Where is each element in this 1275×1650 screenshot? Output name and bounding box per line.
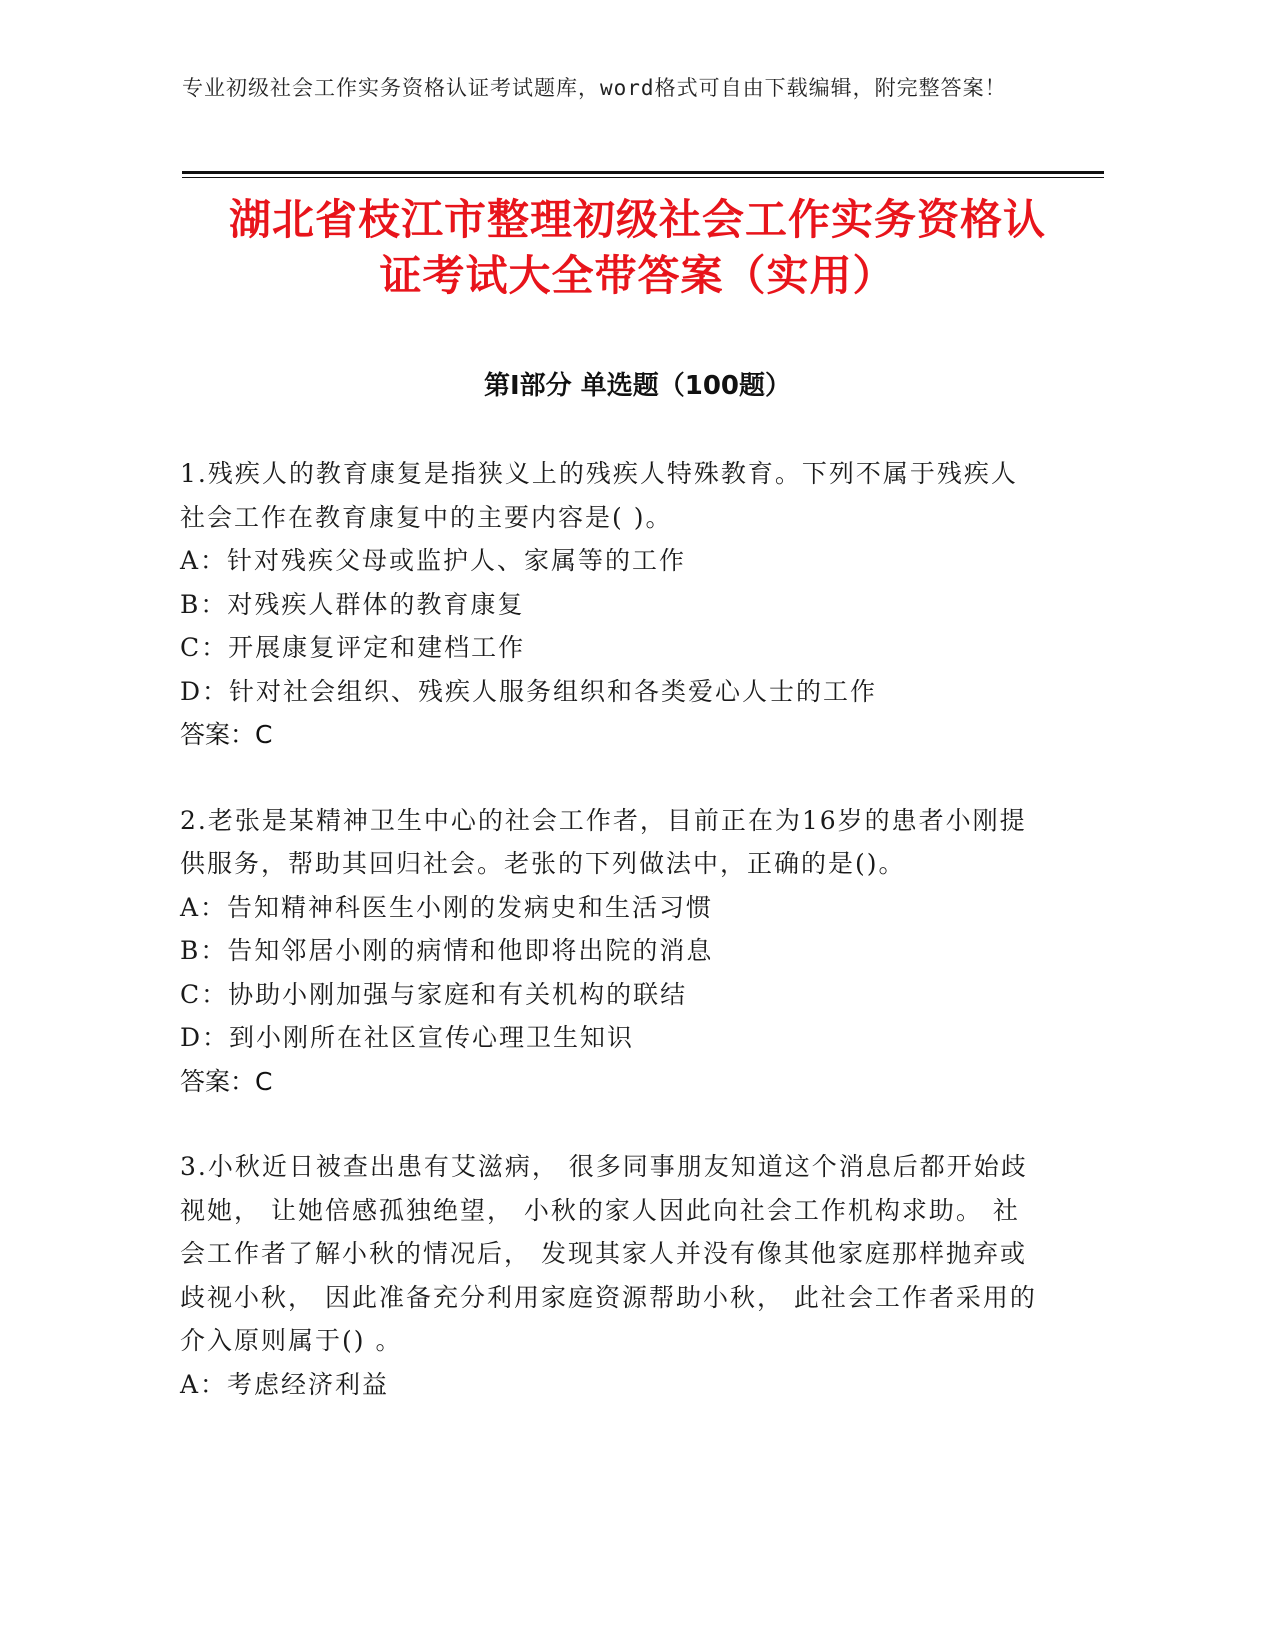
question-2 [180,799,1040,1104]
question-stem: 3.小秋近日被查出患有艾滋病， 很多同事朋友知道这个消息后都开始歧视她， 让她倍感孤独绝望， 小秋的家人因此向社会工作机构求助。 社会工作者了解小秋的情况后， 发现其家人并没有像其他家庭那样抛弃或歧视小秋， 因此准备充分利用家庭资源帮助小秋， 此社会工作者采用的介入原则属于() 。 [180,1152,1037,1355]
document-title [150,192,1125,304]
question-3 [180,1145,1040,1406]
document-title-line1: 湖北省枝江市整理初级社会工作实务资格认 [228,195,1046,244]
option-a: A：针对残疾父母或监护人、家属等的工作 [180,546,687,575]
answer: 答案：C [180,720,273,749]
question-stem: 2.老张是某精神卫生中心的社会工作者，目前正在为16岁的患者小刚提供服务，帮助其回归社会。老张的下列做法中，正确的是()。 [180,805,1027,878]
question-stem: 1.残疾人的教育康复是指狭义上的残疾人特殊教育。下列不属于残疾人社会工作在教育康复中的主要内容是( )。 [180,459,1018,532]
option-b: B：告知邻居小刚的病情和他即将出院的消息 [180,936,714,965]
header-divider-thin [182,177,1104,178]
question-1 [180,452,1040,757]
header-note: 专业初级社会工作实务资格认证考试题库，word格式可自由下载编辑，附完整答案！ [182,76,1007,100]
section-title: 第Ⅰ部分 单选题（100题） [484,371,791,401]
option-c: C：协助小刚加强与家庭和有关机构的联结 [180,979,688,1009]
option-b: B：对残疾人群体的教育康复 [180,589,525,619]
option-d: D：到小刚所在社区宣传心理卫生知识 [180,1023,635,1052]
option-a: A：考虑经济利益 [180,1369,390,1399]
option-d: D：针对社会组织、残疾人服务组织和各类爱心人士的工作 [180,676,878,706]
header-divider-thick [182,171,1104,174]
option-c: C：开展康复评定和建档工作 [180,633,526,662]
answer: 答案：C [180,1066,273,1096]
option-a: A：告知精神科医生小刚的发病史和生活习惯 [180,892,714,922]
question-list [180,452,1040,1448]
document-title-line2: 证考试大全带答案（实用） [379,251,896,300]
